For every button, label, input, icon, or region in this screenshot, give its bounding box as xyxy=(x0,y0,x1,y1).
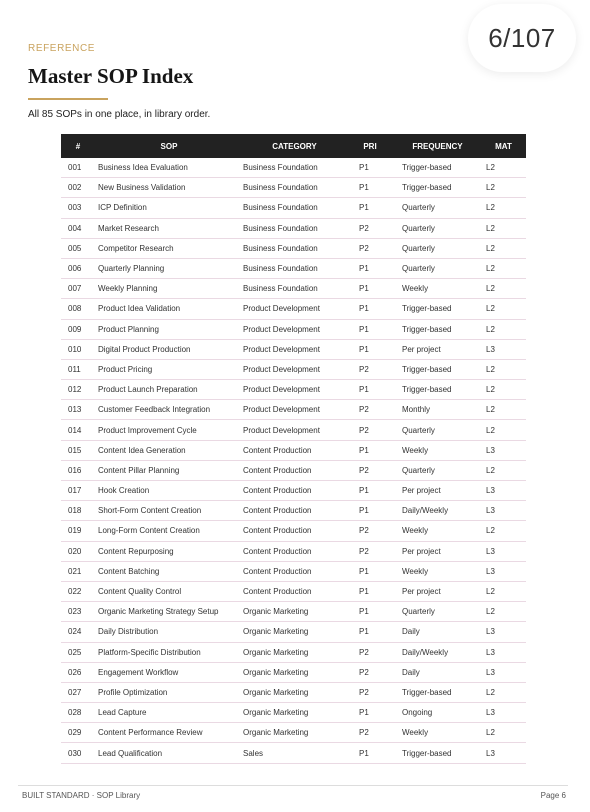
table-row xyxy=(61,662,526,682)
cell-priority: P1 xyxy=(346,481,394,501)
cell-priority: P1 xyxy=(346,602,394,622)
page-title: Master SOP Index xyxy=(28,64,194,88)
cell-category: Organic Marketing xyxy=(243,622,346,642)
cell-frequency: Trigger-based xyxy=(394,319,481,339)
cell-category: Business Foundation xyxy=(243,178,346,198)
page-subtitle: All 85 SOPs in one place, in library order. xyxy=(28,109,211,120)
table-row xyxy=(61,380,526,400)
cell-priority: P2 xyxy=(346,662,394,682)
table-row xyxy=(61,521,526,541)
cell-priority: P2 xyxy=(346,400,394,420)
cell-category: Organic Marketing xyxy=(243,602,346,622)
cell-category: Product Development xyxy=(243,299,346,319)
cell-priority: P1 xyxy=(346,258,394,278)
cell-sop-name: Business Idea Evaluation xyxy=(95,158,243,178)
cell-maturity: L2 xyxy=(481,258,526,278)
table-row xyxy=(61,541,526,561)
cell-frequency: Per project xyxy=(394,581,481,601)
table-row xyxy=(61,581,526,601)
cell-maturity: L3 xyxy=(481,561,526,581)
cell-priority: P1 xyxy=(346,158,394,178)
cell-frequency: Quarterly xyxy=(394,460,481,480)
cell-sop-name: Digital Product Production xyxy=(95,339,243,359)
cell-category: Content Production xyxy=(243,501,346,521)
table-row xyxy=(61,158,526,178)
cell-category: Content Production xyxy=(243,561,346,581)
cell-priority: P1 xyxy=(346,440,394,460)
cell-frequency: Per project xyxy=(394,339,481,359)
cell-maturity: L2 xyxy=(481,279,526,299)
table-row xyxy=(61,743,526,763)
table-row xyxy=(61,602,526,622)
cell-number: 015 xyxy=(61,440,95,460)
cell-sop-name: Hook Creation xyxy=(95,481,243,501)
cell-category: Content Production xyxy=(243,541,346,561)
cell-priority: P1 xyxy=(346,299,394,319)
cell-priority: P1 xyxy=(346,319,394,339)
cell-category: Content Production xyxy=(243,440,346,460)
cell-priority: P2 xyxy=(346,420,394,440)
cell-maturity: L2 xyxy=(481,682,526,702)
page-counter-badge: 6/107 xyxy=(468,4,576,72)
cell-sop-name: Market Research xyxy=(95,218,243,238)
cell-category: Organic Marketing xyxy=(243,662,346,682)
cell-frequency: Weekly xyxy=(394,440,481,460)
cell-number: 008 xyxy=(61,299,95,319)
cell-priority: P1 xyxy=(346,743,394,763)
cell-sop-name: Customer Feedback Integration xyxy=(95,400,243,420)
table-row xyxy=(61,218,526,238)
cell-number: 009 xyxy=(61,319,95,339)
cell-priority: P1 xyxy=(346,178,394,198)
cell-number: 005 xyxy=(61,238,95,258)
cell-sop-name: Content Idea Generation xyxy=(95,440,243,460)
cell-maturity: L2 xyxy=(481,218,526,238)
cell-frequency: Quarterly xyxy=(394,258,481,278)
cell-maturity: L2 xyxy=(481,198,526,218)
cell-priority: P2 xyxy=(346,541,394,561)
cell-sop-name: Product Planning xyxy=(95,319,243,339)
cell-sop-name: Product Pricing xyxy=(95,359,243,379)
cell-sop-name: Product Launch Preparation xyxy=(95,380,243,400)
cell-priority: P2 xyxy=(346,521,394,541)
table-row xyxy=(61,561,526,581)
cell-frequency: Quarterly xyxy=(394,198,481,218)
table-row xyxy=(61,420,526,440)
cell-priority: P1 xyxy=(346,622,394,642)
cell-maturity: L3 xyxy=(481,440,526,460)
cell-sop-name: Quarterly Planning xyxy=(95,258,243,278)
cell-priority: P1 xyxy=(346,198,394,218)
cell-frequency: Trigger-based xyxy=(394,743,481,763)
cell-priority: P1 xyxy=(346,703,394,723)
cell-sop-name: Content Quality Control xyxy=(95,581,243,601)
cell-frequency: Trigger-based xyxy=(394,178,481,198)
cell-maturity: L2 xyxy=(481,521,526,541)
cell-number: 025 xyxy=(61,642,95,662)
cell-sop-name: Content Pillar Planning xyxy=(95,460,243,480)
cell-maturity: L3 xyxy=(481,339,526,359)
cell-sop-name: Product Improvement Cycle xyxy=(95,420,243,440)
table-row xyxy=(61,299,526,319)
cell-frequency: Trigger-based xyxy=(394,359,481,379)
cell-category: Organic Marketing xyxy=(243,642,346,662)
cell-number: 016 xyxy=(61,460,95,480)
cell-maturity: L3 xyxy=(481,501,526,521)
cell-category: Product Development xyxy=(243,380,346,400)
table-row xyxy=(61,198,526,218)
footer-page-number: Page 6 xyxy=(540,791,566,800)
cell-maturity: L3 xyxy=(481,622,526,642)
cell-number: 018 xyxy=(61,501,95,521)
cell-category: Product Development xyxy=(243,339,346,359)
cell-frequency: Weekly xyxy=(394,561,481,581)
cell-category: Content Production xyxy=(243,460,346,480)
column-header-maturity: MAT xyxy=(481,134,526,158)
cell-sop-name: Platform-Specific Distribution xyxy=(95,642,243,662)
cell-sop-name: New Business Validation xyxy=(95,178,243,198)
cell-sop-name: Long-Form Content Creation xyxy=(95,521,243,541)
cell-maturity: L2 xyxy=(481,319,526,339)
cell-sop-name: Organic Marketing Strategy Setup xyxy=(95,602,243,622)
cell-number: 024 xyxy=(61,622,95,642)
cell-category: Product Development xyxy=(243,319,346,339)
cell-frequency: Quarterly xyxy=(394,218,481,238)
cell-priority: P1 xyxy=(346,380,394,400)
cell-number: 022 xyxy=(61,581,95,601)
table-row xyxy=(61,238,526,258)
cell-category: Content Production xyxy=(243,581,346,601)
column-header-number: # xyxy=(61,134,95,158)
column-header-sop: SOP xyxy=(95,134,243,158)
cell-sop-name: Content Performance Review xyxy=(95,723,243,743)
table-body xyxy=(61,158,526,763)
cell-maturity: L3 xyxy=(481,703,526,723)
column-header-priority: PRI xyxy=(346,134,394,158)
cell-frequency: Quarterly xyxy=(394,238,481,258)
cell-number: 029 xyxy=(61,723,95,743)
cell-frequency: Ongoing xyxy=(394,703,481,723)
cell-frequency: Daily/Weekly xyxy=(394,501,481,521)
cell-number: 007 xyxy=(61,279,95,299)
section-kicker: REFERENCE xyxy=(28,43,96,54)
cell-sop-name: Content Batching xyxy=(95,561,243,581)
cell-sop-name: Lead Qualification xyxy=(95,743,243,763)
cell-priority: P2 xyxy=(346,682,394,702)
cell-number: 027 xyxy=(61,682,95,702)
title-underline xyxy=(28,98,108,100)
cell-number: 013 xyxy=(61,400,95,420)
cell-category: Business Foundation xyxy=(243,258,346,278)
table-row xyxy=(61,279,526,299)
table-row xyxy=(61,682,526,702)
cell-sop-name: ICP Definition xyxy=(95,198,243,218)
cell-number: 004 xyxy=(61,218,95,238)
table-row xyxy=(61,723,526,743)
cell-number: 023 xyxy=(61,602,95,622)
cell-priority: P2 xyxy=(346,723,394,743)
table-header-row xyxy=(61,134,526,158)
cell-number: 026 xyxy=(61,662,95,682)
cell-number: 028 xyxy=(61,703,95,723)
cell-frequency: Quarterly xyxy=(394,420,481,440)
cell-sop-name: Daily Distribution xyxy=(95,622,243,642)
cell-category: Business Foundation xyxy=(243,198,346,218)
cell-frequency: Weekly xyxy=(394,279,481,299)
cell-priority: P2 xyxy=(346,218,394,238)
table-row xyxy=(61,481,526,501)
cell-number: 002 xyxy=(61,178,95,198)
sop-index-table xyxy=(61,134,526,764)
cell-number: 011 xyxy=(61,359,95,379)
footer-divider xyxy=(18,785,568,786)
table-row xyxy=(61,622,526,642)
cell-number: 021 xyxy=(61,561,95,581)
cell-maturity: L2 xyxy=(481,380,526,400)
cell-number: 014 xyxy=(61,420,95,440)
cell-frequency: Daily/Weekly xyxy=(394,642,481,662)
cell-sop-name: Weekly Planning xyxy=(95,279,243,299)
cell-category: Product Development xyxy=(243,359,346,379)
cell-maturity: L2 xyxy=(481,602,526,622)
cell-number: 017 xyxy=(61,481,95,501)
cell-sop-name: Profile Optimization xyxy=(95,682,243,702)
cell-frequency: Trigger-based xyxy=(394,158,481,178)
cell-sop-name: Competitor Research xyxy=(95,238,243,258)
cell-priority: P1 xyxy=(346,501,394,521)
table-row xyxy=(61,400,526,420)
cell-category: Business Foundation xyxy=(243,238,346,258)
cell-category: Business Foundation xyxy=(243,218,346,238)
cell-category: Organic Marketing xyxy=(243,682,346,702)
cell-priority: P1 xyxy=(346,339,394,359)
cell-category: Business Foundation xyxy=(243,158,346,178)
cell-priority: P1 xyxy=(346,279,394,299)
cell-maturity: L2 xyxy=(481,460,526,480)
cell-frequency: Trigger-based xyxy=(394,380,481,400)
cell-maturity: L2 xyxy=(481,178,526,198)
table-row xyxy=(61,501,526,521)
table-row xyxy=(61,460,526,480)
cell-priority: P1 xyxy=(346,581,394,601)
cell-number: 020 xyxy=(61,541,95,561)
cell-frequency: Weekly xyxy=(394,521,481,541)
cell-sop-name: Product Idea Validation xyxy=(95,299,243,319)
cell-category: Sales xyxy=(243,743,346,763)
table-row xyxy=(61,703,526,723)
cell-maturity: L3 xyxy=(481,481,526,501)
cell-number: 019 xyxy=(61,521,95,541)
table-row xyxy=(61,258,526,278)
cell-category: Content Production xyxy=(243,481,346,501)
cell-sop-name: Short-Form Content Creation xyxy=(95,501,243,521)
column-header-frequency: FREQUENCY xyxy=(394,134,481,158)
table-row xyxy=(61,440,526,460)
cell-frequency: Daily xyxy=(394,622,481,642)
cell-maturity: L2 xyxy=(481,359,526,379)
cell-number: 003 xyxy=(61,198,95,218)
table-row xyxy=(61,339,526,359)
column-header-category: CATEGORY xyxy=(243,134,346,158)
cell-maturity: L2 xyxy=(481,299,526,319)
cell-number: 001 xyxy=(61,158,95,178)
cell-maturity: L3 xyxy=(481,662,526,682)
cell-sop-name: Content Repurposing xyxy=(95,541,243,561)
cell-frequency: Weekly xyxy=(394,723,481,743)
cell-maturity: L2 xyxy=(481,581,526,601)
cell-priority: P2 xyxy=(346,642,394,662)
cell-frequency: Per project xyxy=(394,481,481,501)
cell-priority: P2 xyxy=(346,359,394,379)
table-row xyxy=(61,178,526,198)
table-row xyxy=(61,319,526,339)
cell-frequency: Quarterly xyxy=(394,602,481,622)
cell-category: Content Production xyxy=(243,521,346,541)
footer-library-label: BUILT STANDARD · SOP Library xyxy=(22,791,141,800)
table-row xyxy=(61,359,526,379)
cell-priority: P2 xyxy=(346,460,394,480)
cell-maturity: L3 xyxy=(481,743,526,763)
cell-category: Product Development xyxy=(243,400,346,420)
cell-category: Product Development xyxy=(243,420,346,440)
cell-priority: P2 xyxy=(346,238,394,258)
cell-category: Business Foundation xyxy=(243,279,346,299)
cell-number: 006 xyxy=(61,258,95,278)
cell-maturity: L3 xyxy=(481,642,526,662)
table-row xyxy=(61,642,526,662)
cell-number: 030 xyxy=(61,743,95,763)
cell-category: Organic Marketing xyxy=(243,703,346,723)
cell-number: 012 xyxy=(61,380,95,400)
cell-frequency: Per project xyxy=(394,541,481,561)
cell-frequency: Trigger-based xyxy=(394,682,481,702)
cell-maturity: L2 xyxy=(481,400,526,420)
cell-priority: P1 xyxy=(346,561,394,581)
cell-sop-name: Lead Capture xyxy=(95,703,243,723)
cell-maturity: L3 xyxy=(481,541,526,561)
cell-frequency: Daily xyxy=(394,662,481,682)
cell-frequency: Trigger-based xyxy=(394,299,481,319)
cell-frequency: Monthly xyxy=(394,400,481,420)
cell-maturity: L2 xyxy=(481,420,526,440)
cell-category: Organic Marketing xyxy=(243,723,346,743)
cell-maturity: L2 xyxy=(481,238,526,258)
cell-maturity: L2 xyxy=(481,158,526,178)
cell-number: 010 xyxy=(61,339,95,359)
cell-maturity: L2 xyxy=(481,723,526,743)
cell-sop-name: Engagement Workflow xyxy=(95,662,243,682)
